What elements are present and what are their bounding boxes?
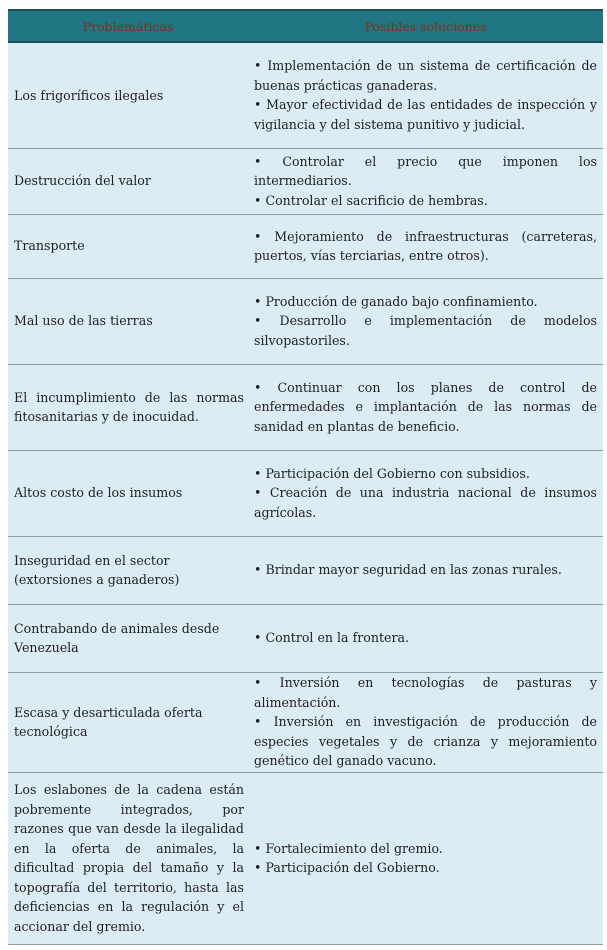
problem-cell: El incumplimiento de las normas fitosanitarias y de inocuidad. — [8, 364, 248, 450]
solution-item: • Desarrollo e implementación de modelos silvopastoriles. — [254, 311, 597, 350]
problem-cell: Los frigoríficos ilegales — [8, 42, 248, 148]
table-row — [8, 536, 603, 604]
table-row — [8, 364, 603, 450]
problem-cell: Inseguridad en el sector (extorsiones a ganaderos) — [8, 536, 248, 604]
solution-item: • Participación del Gobierno. — [254, 858, 597, 878]
solution-cell — [248, 536, 603, 604]
solution-item: • Creación de una industria nacional de insumos agrícolas. — [254, 483, 597, 522]
solution-item: • Controlar el sacrificio de hembras. — [254, 191, 597, 211]
table-row — [8, 772, 603, 944]
solution-item: • Continuar con los planes de control de enfermedades e implantación de las normas de sanidad en plantas de beneficio. — [254, 378, 597, 437]
solution-item: • Implementación de un sistema de certificación de buenas prácticas ganaderas. — [254, 56, 597, 95]
problem-cell: Escasa y desarticulada oferta tecnológica — [8, 672, 248, 772]
header-solution: Posibles soluciones — [248, 11, 603, 42]
table-row — [8, 450, 603, 536]
problem-cell: Contrabando de animales desde Venezuela — [8, 604, 248, 672]
solution-item: • Participación del Gobierno con subsidios. — [254, 464, 597, 484]
table-row — [8, 604, 603, 672]
solution-cell — [248, 148, 603, 214]
solution-item: • Inversión en investigación de producción de especies vegetales y de crianza y mejoramiento genético del ganado vacuno. — [254, 712, 597, 771]
problem-cell: Mal uso de las tierras — [8, 278, 248, 364]
solution-item: • Mayor efectividad de las entidades de inspección y vigilancia y del sistema punitivo y judicial. — [254, 95, 597, 134]
solution-cell — [248, 214, 603, 278]
table-row — [8, 672, 603, 772]
solution-item: • Fortalecimiento del gremio. — [254, 839, 597, 859]
solution-item: • Controlar el precio que imponen los intermediarios. — [254, 152, 597, 191]
table-row — [8, 42, 603, 148]
table-row — [8, 278, 603, 364]
solution-item: • Mejoramiento de infraestructuras (carreteras, puertos, vías terciarias, entre otros). — [254, 227, 597, 266]
solution-cell — [248, 772, 603, 944]
solution-cell — [248, 364, 603, 450]
solution-cell — [248, 604, 603, 672]
solution-item: • Control en la frontera. — [254, 628, 597, 648]
header-row — [8, 11, 603, 42]
table-row — [8, 148, 603, 214]
solution-cell — [248, 278, 603, 364]
solution-cell — [248, 450, 603, 536]
problem-cell: Los eslabones de la cadena están pobremente integrados, por razones que van desde la ilegalidad en la oferta de animales, la dificultad propia del tamaño y la topografía del territorio, hasta las deficiencias en la regulación y el accionar del gremio. — [8, 772, 248, 944]
table-row — [8, 214, 603, 278]
problem-cell: Altos costo de los insumos — [8, 450, 248, 536]
solution-cell — [248, 42, 603, 148]
solution-item: • Producción de ganado bajo confinamiento. — [254, 292, 597, 312]
solution-item: • Inversión en tecnologías de pasturas y alimentación. — [254, 673, 597, 712]
problem-cell: Transporte — [8, 214, 248, 278]
problem-cell: Destrucción del valor — [8, 148, 248, 214]
solution-item: • Brindar mayor seguridad en las zonas rurales. — [254, 560, 597, 580]
problems-solutions-table — [8, 11, 603, 945]
solution-cell — [248, 672, 603, 772]
header-problem: Problemáticas — [8, 11, 248, 42]
